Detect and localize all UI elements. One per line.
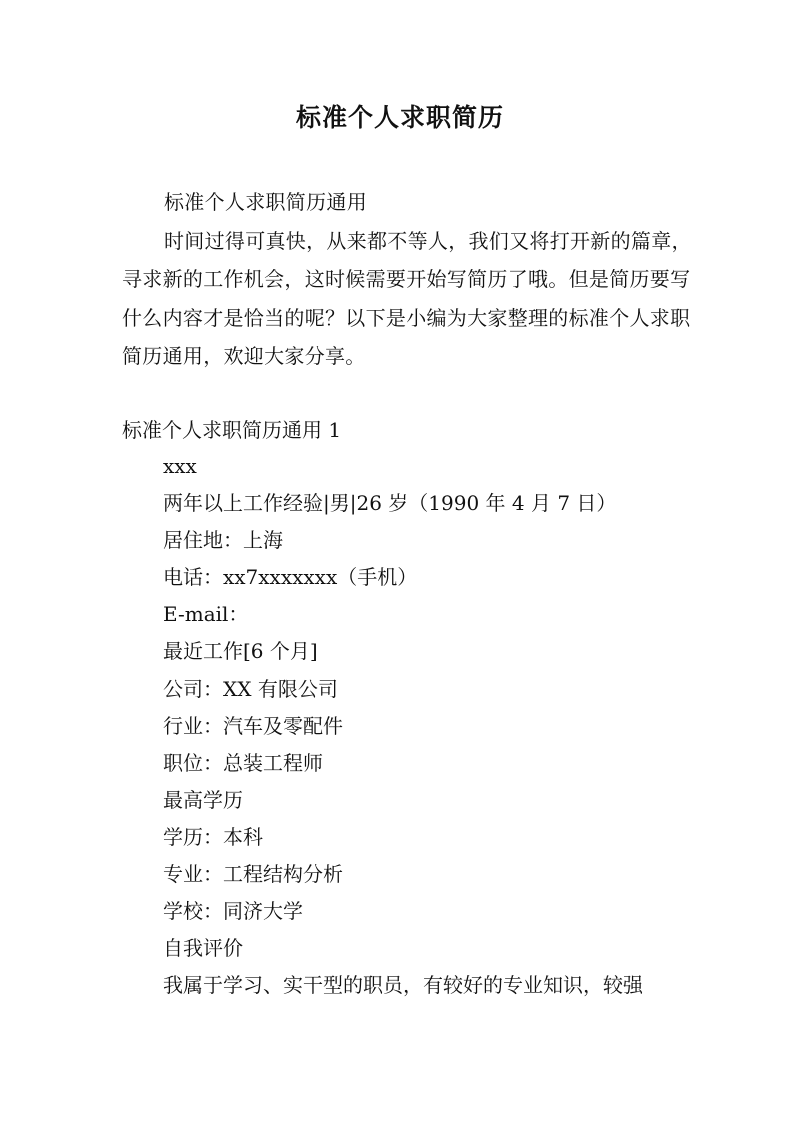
- intro-section: [122, 183, 692, 376]
- resume-education-heading: 最高学历: [163, 787, 243, 812]
- intro-paragraph: 时间过得可真快，从来都不等人，我们又将打开新的篇章，寻求新的工作机会，这时候需要开始写简历了哦。但是简历要写什么内容才是恰当的呢？以下是小编为大家整理的标准个人求职简历通用，欢迎大家分享。: [122, 228, 692, 368]
- resume-self-evaluation-heading: 自我评价: [163, 936, 243, 961]
- resume-residence: 居住地：上海: [163, 528, 283, 553]
- resume-degree: 学历：本科: [163, 824, 263, 849]
- document-title: 标准个人求职简历: [295, 103, 504, 132]
- resume-summary: 两年以上工作经验|男|26 岁（1990 年 4 月 7 日）: [163, 491, 617, 516]
- section-heading: 标准个人求职简历通用 1: [122, 418, 342, 442]
- resume-position: 职位：总装工程师: [163, 750, 323, 775]
- resume-school: 学校：同济大学: [163, 899, 303, 924]
- resume-self-evaluation-text: 我属于学习、实干型的职员，有较好的专业知识，较强: [163, 973, 643, 998]
- resume-industry: 行业：汽车及零配件: [163, 713, 343, 738]
- resume-company: 公司：XX 有限公司: [163, 676, 338, 701]
- resume-recent-job-heading: 最近工作[6 个月]: [163, 639, 318, 664]
- resume-major: 专业：工程结构分析: [163, 862, 343, 887]
- resume-phone: 电话：xx7xxxxxxx（手机）: [163, 565, 418, 590]
- resume-name: xxx: [163, 454, 197, 478]
- resume-list: [163, 448, 693, 1004]
- resume-email: E-mail：: [163, 602, 249, 627]
- intro-subtitle: 标准个人求职简历通用: [164, 190, 367, 214]
